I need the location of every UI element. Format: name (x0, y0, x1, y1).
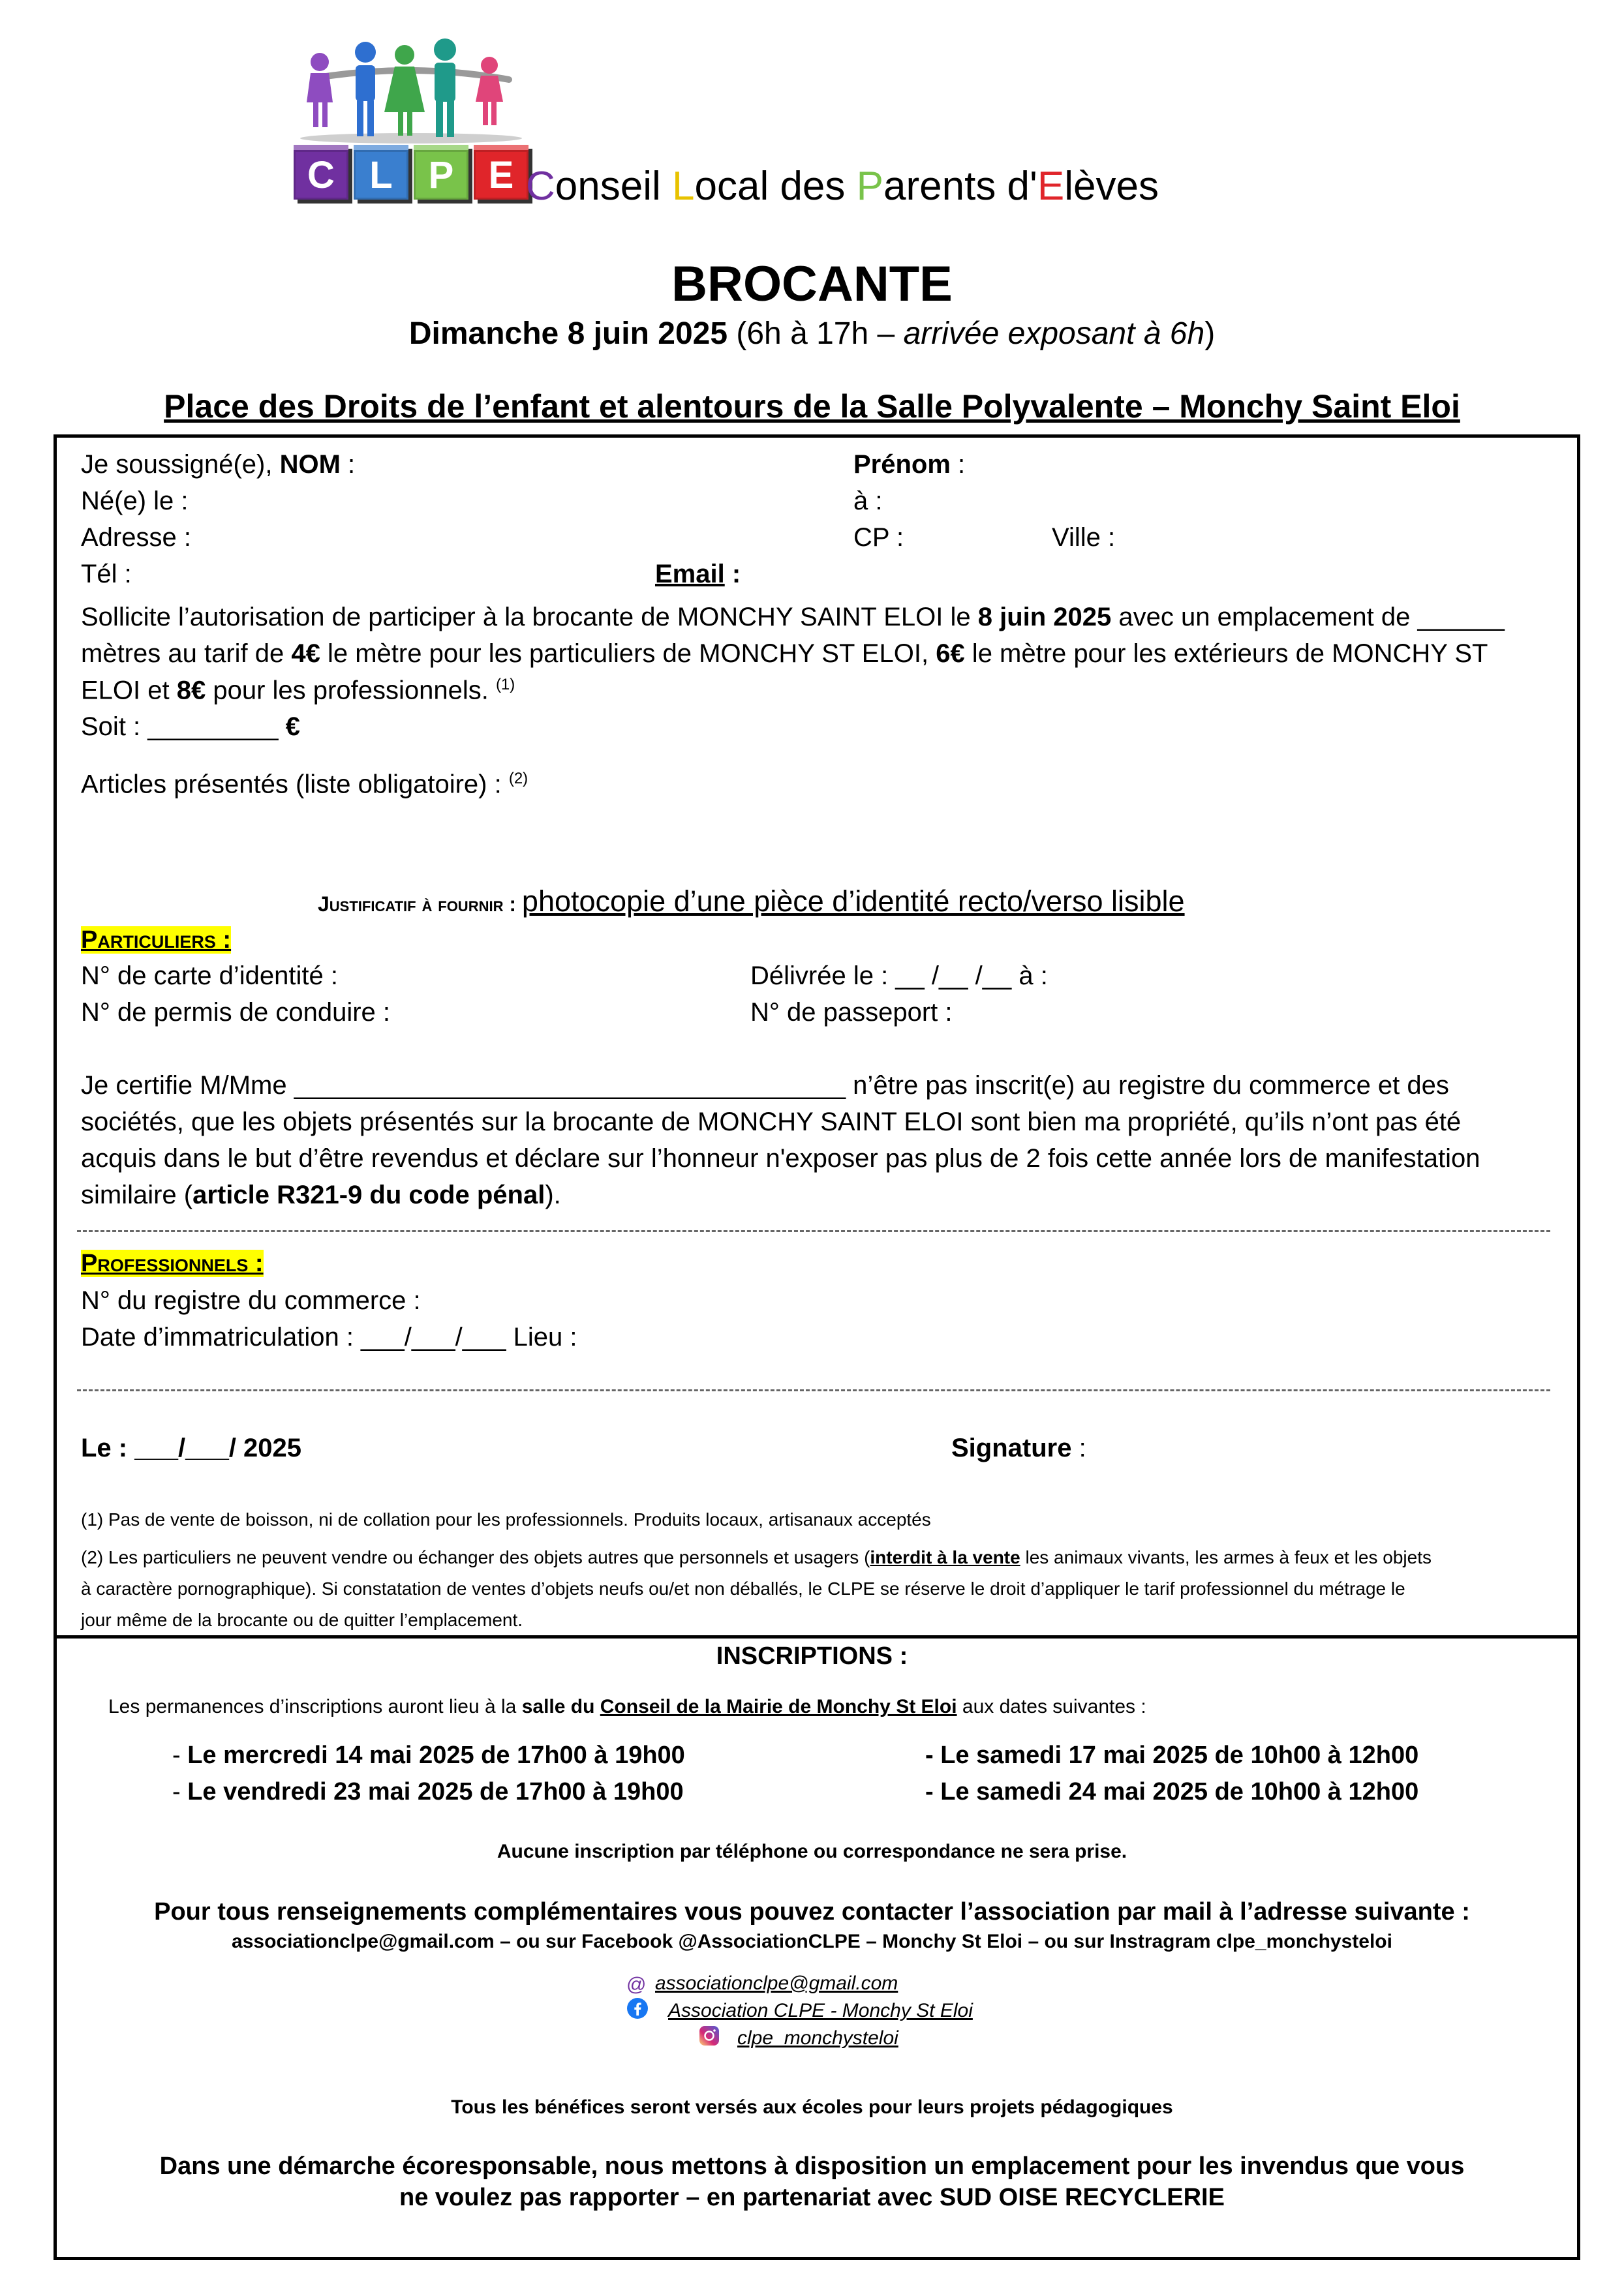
event-arrival-time: arrivée exposant à 6h (903, 316, 1205, 351)
instagram-icon (698, 2025, 720, 2047)
tarif-text-1: mètres au tarif de (81, 639, 292, 668)
nom-label: NOM (279, 450, 341, 479)
event-place: Place des Droits de l’enfant et alentours de la Salle Polyvalente – Monchy Saint Eloi (164, 388, 1460, 425)
org-name-part: ocal des (694, 164, 857, 209)
date-item-4 (925, 1778, 1418, 1806)
social-email-link[interactable]: associationclpe@gmail.com (655, 1972, 898, 1994)
logo-cube-l: L (354, 145, 408, 200)
facebook-icon (626, 1997, 649, 2019)
sollicite-emplacement: avec un emplacement de ______ (1111, 603, 1505, 631)
org-name-part: onseil (555, 164, 672, 209)
field-carte-identite[interactable]: N° de carte d’identité : (81, 961, 338, 990)
justificatif-line (318, 884, 1185, 918)
social-instagram-link[interactable]: clpe_monchysteloi (737, 2027, 898, 2049)
tarif-professionnel: 8€ (176, 676, 206, 705)
email-icon: @ (626, 1974, 647, 1995)
sollicite-line-1 (81, 603, 1505, 632)
logo-cube-e: E (474, 145, 529, 200)
intro-lieu: Conseil de la Mairie de Monchy St Eloi (600, 1696, 957, 1717)
tarif-particulier: 4€ (291, 639, 320, 668)
contact-line-2: associationclpe@gmail.com – ou sur Facebook @AssociationCLPE – Monchy St Eloi – ou sur Instragram clpe_monchysteloi (232, 1931, 1392, 1952)
justificatif-label: Justificatif à fournir (318, 892, 504, 916)
justificatif-colon: : (503, 892, 522, 916)
event-date (0, 316, 1624, 352)
professionnels-label: Professionnels : (81, 1250, 264, 1277)
field-passeport[interactable]: N° de passeport : (750, 998, 953, 1027)
date-dash: - (925, 1778, 941, 1805)
date-dash: - (172, 1742, 188, 1769)
org-name-part: E (1037, 164, 1065, 209)
org-name-part: P (856, 164, 883, 209)
article-code-penal: article R321-9 du code pénal (192, 1181, 545, 1209)
signature-colon: : (1071, 1434, 1086, 1462)
tarif-text-2: le mètre pour les particuliers de MONCHY ST ELOI, (320, 639, 936, 668)
field-delivree[interactable]: Délivrée le : __ /__ /__ à : (750, 961, 1048, 990)
org-name-part: C (526, 164, 555, 209)
event-date-close: ) (1204, 316, 1216, 351)
footnote-2-line-3: jour même de la brocante ou de quitter l’emplacement. (81, 1610, 523, 1630)
contact-line-1: Pour tous renseignements complémentaires vous pouvez contacter l’association par mail à l’adresse suivante : (154, 1898, 1470, 1926)
footnote-1: (1) Pas de vente de boisson, ni de collation pour les professionnels. Produits locaux, artisanaux acceptés (81, 1509, 931, 1530)
field-permis[interactable]: N° de permis de conduire : (81, 998, 391, 1027)
certifie-end: ). (545, 1181, 561, 1209)
particuliers-heading (81, 925, 231, 954)
separator-dashed-2 (77, 1389, 1550, 1391)
tarif-line-1 (81, 639, 1488, 669)
certifie-line-3: acquis dans le but d’être revendus et déclare sur l’honneur n'exposer pas plus de 2 fois cette année lors de manifestation (81, 1144, 1480, 1173)
professionnels-heading (81, 1248, 264, 1278)
eco-line-2: ne voulez pas rapporter – en partenariat avec SUD OISE RECYCLERIE (399, 2184, 1225, 2211)
certifie-text: similaire ( (81, 1181, 193, 1209)
field-nom[interactable] (81, 450, 355, 479)
footnote-2 (81, 1542, 1549, 1636)
date-dash: - (925, 1742, 941, 1769)
field-email[interactable] (655, 560, 741, 589)
event-title: BROCANTE (671, 256, 953, 312)
logo-cube-c: C (294, 145, 348, 200)
field-signature[interactable] (951, 1434, 1086, 1463)
org-name-part: arents d' (883, 164, 1037, 209)
field-lieu-naissance[interactable]: à : (853, 487, 883, 515)
footnote-2-text-c: les animaux vivants, les armes à feux et les objets (1020, 1547, 1432, 1567)
email-label: Email (655, 560, 725, 588)
intro-salle: salle du (521, 1696, 600, 1717)
certifie-line-2: sociétés, que les objets présentés sur la brocante de MONCHY SAINT ELOI sont bien ma propriété, qu’ils n’ont pas été (81, 1108, 1462, 1136)
field-ville[interactable]: Ville : (1052, 523, 1116, 552)
field-articles[interactable] (81, 770, 528, 799)
date-text: Le vendredi 23 mai 2025 de 17h00 à 19h00 (187, 1778, 684, 1805)
soit-label: Soit : _________ (81, 712, 286, 741)
footnote-2-interdit: interdit à la vente (870, 1547, 1020, 1567)
note2-reference: (2) (508, 770, 529, 787)
footnote-2-text-a: (2) Les particuliers ne peuvent vendre ou échanger des objets autres que personnels et usagers ( (81, 1547, 870, 1567)
sollicite-date: 8 juin 2025 (977, 603, 1112, 631)
field-date-immatriculation[interactable]: Date d’immatriculation : ___/___/___ Lieu : (81, 1323, 577, 1352)
intro-text-a: Les permanences d’inscriptions auront lieu à la (108, 1696, 522, 1717)
event-date-open: (6h à 17h – (728, 316, 904, 351)
event-date-day: Dimanche 8 juin 2025 (408, 316, 728, 351)
org-name (526, 163, 1159, 209)
particuliers-label: Particuliers : (81, 926, 232, 954)
field-tel[interactable]: Tél : (81, 560, 132, 588)
field-soit-total[interactable] (81, 712, 300, 742)
nom-colon: : (340, 450, 356, 479)
email-colon: : (724, 560, 741, 588)
clpe-logo-people (294, 33, 529, 144)
tarif-text-4: ELOI et (81, 676, 177, 705)
prenom-label: Prénom (853, 450, 951, 479)
signature-label: Signature (951, 1434, 1072, 1462)
benefices-notice: Tous les bénéfices seront versés aux écoles pour leurs projets pédagogiques (451, 2096, 1173, 2118)
note1-reference: (1) (495, 676, 515, 693)
field-date-naissance[interactable]: Né(e) le : (81, 487, 189, 515)
field-cp[interactable]: CP : (853, 523, 904, 552)
no-phone-notice: Aucune inscription par téléphone ou correspondance ne sera prise. (497, 1841, 1127, 1862)
tarif-text-3: le mètre pour les extérieurs de MONCHY ST (964, 639, 1488, 668)
prenom-colon: : (950, 450, 966, 479)
logo-cube-p: P (414, 145, 468, 200)
date-dash: - (172, 1778, 188, 1805)
justificatif-value: photocopie d’une pièce d’identité recto/verso lisible (521, 884, 1185, 918)
intro-text-d: aux dates suivantes : (957, 1696, 1146, 1717)
date-text: Le mercredi 14 mai 2025 de 17h00 à 19h00 (187, 1742, 685, 1769)
tarif-text-5: pour les professionnels. (206, 676, 496, 705)
separator-dashed-1 (77, 1230, 1550, 1232)
field-date-signature[interactable]: Le : ___/___/ 2025 (81, 1434, 302, 1462)
articles-label: Articles présentés (liste obligatoire) : (81, 770, 509, 799)
date-item-2 (925, 1742, 1418, 1770)
inscriptions-intro (108, 1696, 1146, 1718)
footnote-2-line-2: à caractère pornographique). Si constatation de ventes d’objets neufs ou/et non déballés, le CLPE se réserve le droit d’appliquer le tarif professionnel du métrage le (81, 1578, 1405, 1599)
tarif-exterieur: 6€ (936, 639, 965, 668)
field-prenom[interactable] (853, 450, 965, 479)
inscriptions-title: INSCRIPTIONS : (716, 1642, 908, 1670)
org-name-part: L (672, 164, 695, 209)
date-item-1 (172, 1742, 685, 1770)
date-item-3 (172, 1778, 684, 1806)
eco-line-1: Dans une démarche écoresponsable, nous mettons à disposition un emplacement pour les invendus que vous (159, 2152, 1465, 2180)
org-name-part: lèves (1064, 164, 1159, 209)
euro-symbol: € (285, 712, 300, 741)
field-registre-commerce[interactable]: N° du registre du commerce : (81, 1286, 421, 1315)
social-facebook-link[interactable]: Association CLPE - Monchy St Eloi (668, 2000, 973, 2021)
sollicite-text: Sollicite l’autorisation de participer à la brocante de MONCHY SAINT ELOI le (81, 603, 978, 631)
soussigne-label: Je soussigné(e), (81, 450, 280, 479)
certifie-line-1: Je certifie M/Mme ______________________________________ n’être pas inscrit(e) au registre du commerce et des (81, 1071, 1449, 1100)
date-text: Le samedi 17 mai 2025 de 10h00 à 12h00 (940, 1742, 1419, 1769)
certifie-line-4 (81, 1181, 561, 1210)
tarif-line-2 (81, 676, 515, 705)
date-text: Le samedi 24 mai 2025 de 10h00 à 12h00 (940, 1778, 1419, 1805)
field-adresse[interactable]: Adresse : (81, 523, 191, 552)
